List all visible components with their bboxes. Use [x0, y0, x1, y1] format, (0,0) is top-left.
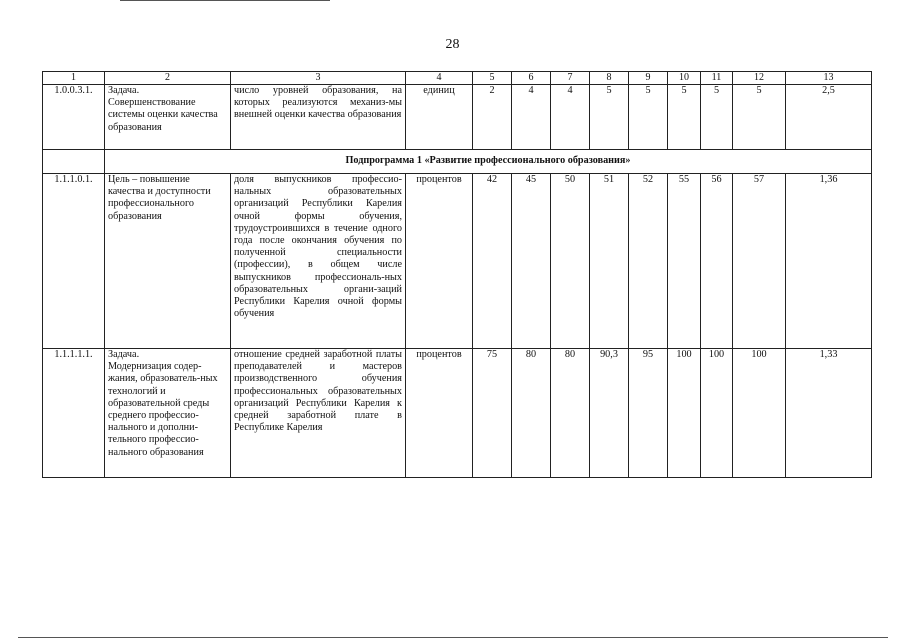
row-unit: процентов: [406, 174, 473, 349]
row-code: 1.1.1.0.1.: [43, 174, 105, 349]
row-indicator: число уровней образования, на которых реализуются механиз-мы внешней оценки качества образования: [231, 85, 406, 150]
col-header: 11: [701, 72, 733, 85]
row-unit: единиц: [406, 85, 473, 150]
value-cell: 51: [590, 174, 629, 349]
col-header: 5: [473, 72, 512, 85]
value-cell: 80: [551, 349, 590, 478]
ratio-cell: 2,5: [786, 85, 872, 150]
scan-edge-top: [120, 0, 330, 1]
col-header: 9: [629, 72, 668, 85]
value-cell: 4: [512, 85, 551, 150]
value-cell: 5: [668, 85, 701, 150]
col-header: 7: [551, 72, 590, 85]
row-indicator: отношение средней заработной платы преподавателей и мастеров производственного обучения профессиональных образовательных организаций Республики Карелия к средней заработной плате в Республике Карелия: [231, 349, 406, 478]
value-cell: 52: [629, 174, 668, 349]
value-cell: 57: [733, 174, 786, 349]
row-unit: процентов: [406, 349, 473, 478]
subprogram-title: Подпрограмма 1 «Развитие профессионального образования»: [105, 150, 872, 174]
value-cell: 90,3: [590, 349, 629, 478]
value-cell: 55: [668, 174, 701, 349]
col-header: 2: [105, 72, 231, 85]
row-code: 1.1.1.1.1.: [43, 349, 105, 478]
col-header: 4: [406, 72, 473, 85]
value-cell: 5: [733, 85, 786, 150]
table-row: [43, 85, 872, 150]
value-cell: 4: [551, 85, 590, 150]
ratio-cell: 1,33: [786, 349, 872, 478]
value-cell: 42: [473, 174, 512, 349]
value-cell: 100: [733, 349, 786, 478]
value-cell: 80: [512, 349, 551, 478]
value-cell: 50: [551, 174, 590, 349]
subprogram-row: [43, 150, 872, 174]
table-row: [43, 349, 872, 478]
value-cell: 45: [512, 174, 551, 349]
value-cell: 5: [629, 85, 668, 150]
col-header: 1: [43, 72, 105, 85]
col-header: 3: [231, 72, 406, 85]
col-header: 13: [786, 72, 872, 85]
row-name: Задача. Модернизация содер-жания, образователь-ных технологий и образовательной среды среднего профессио-нального и дополни-тельного профессио-нального образования: [105, 349, 231, 478]
ratio-cell: 1,36: [786, 174, 872, 349]
col-header: 6: [512, 72, 551, 85]
value-cell: 100: [668, 349, 701, 478]
row-code: 1.0.0.3.1.: [43, 85, 105, 150]
table-row: [43, 174, 872, 349]
subprogram-spacer: [43, 150, 105, 174]
page-number: 28: [445, 37, 460, 52]
col-header: 12: [733, 72, 786, 85]
row-name: Задача. Совершенствование системы оценки качества образования: [105, 85, 231, 150]
indicator-table: [42, 71, 872, 478]
col-header: 8: [590, 72, 629, 85]
value-cell: 5: [590, 85, 629, 150]
value-cell: 5: [701, 85, 733, 150]
value-cell: 100: [701, 349, 733, 478]
value-cell: 95: [629, 349, 668, 478]
value-cell: 56: [701, 174, 733, 349]
value-cell: 2: [473, 85, 512, 150]
scan-edge-bottom: [18, 637, 888, 638]
row-name: Цель – повышение качества и доступности профессионального образования: [105, 174, 231, 349]
value-cell: 75: [473, 349, 512, 478]
column-number-row: [43, 72, 872, 85]
row-indicator: доля выпускников профессио-нальных образовательных организаций Республики Карелия очной формы обучения, трудоустроившихся в течение одного года после окончания обучения по полученной специальности (профессии), в общем числе выпускников профессиональ-ных образовательных органи-заций Республики Карелия очной формы обучения: [231, 174, 406, 349]
col-header: 10: [668, 72, 701, 85]
